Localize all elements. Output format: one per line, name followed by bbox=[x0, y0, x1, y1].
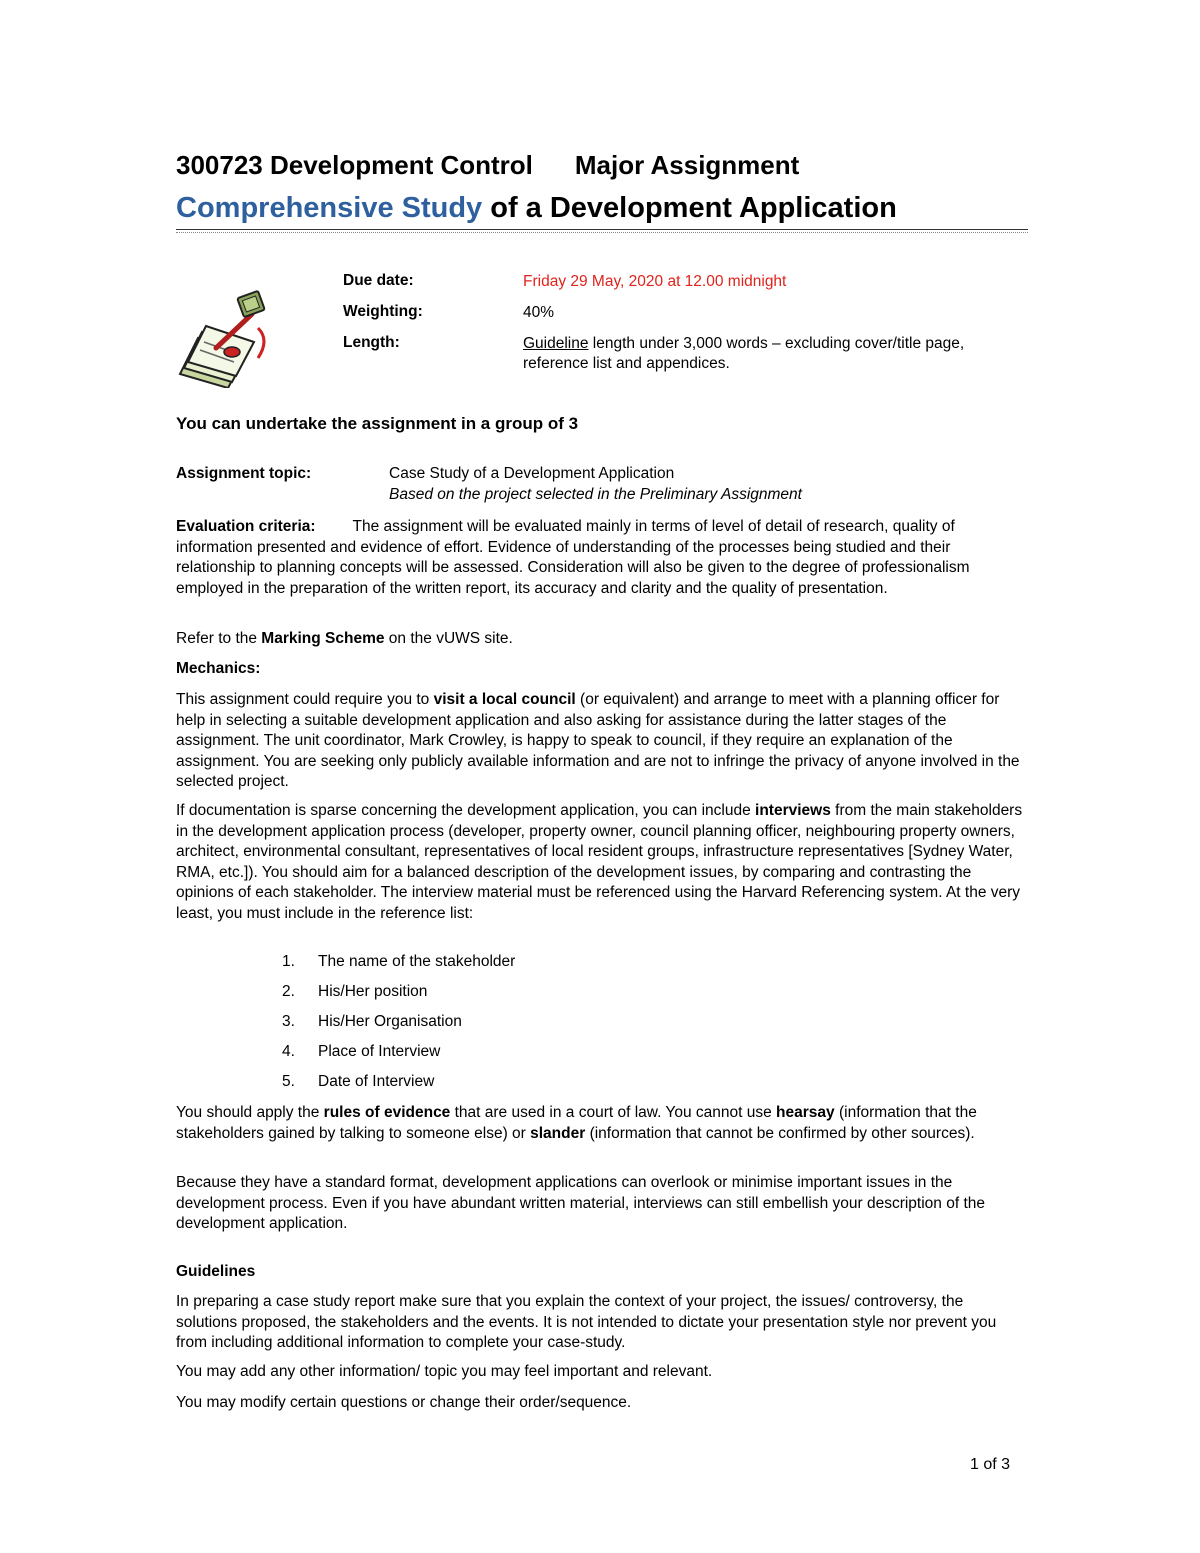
course-title: 300723 Development Control bbox=[176, 150, 533, 180]
evaluation-label: Evaluation criteria: bbox=[176, 518, 316, 535]
p2-post: from the main stakeholders in the development application process (developer, property owner, council planning officer, neighbouring property owners, architect, environmental consultant, representatives of local resident groups, infrastructure representatives [Sydney Water, RMA, etc.]). You should aim for a balanced description of the development issues, by comparing and contrasting the opinions of each stakeholder. The interview material must be referenced using the Harvard Referencing system. At the very least, you must include in the reference list: bbox=[176, 802, 1023, 922]
page-heading bbox=[176, 150, 799, 181]
refer-pre: Refer to the bbox=[176, 630, 262, 647]
p2-bold: interviews bbox=[755, 802, 831, 819]
weighting-value: 40% bbox=[523, 304, 555, 321]
p3-a: You should apply the bbox=[176, 1104, 324, 1121]
mechanics-heading: Mechanics: bbox=[176, 660, 261, 677]
list-item bbox=[282, 983, 427, 1001]
assignment-type: Major Assignment bbox=[574, 150, 800, 180]
guidelines-heading: Guidelines bbox=[176, 1263, 256, 1280]
guidelines-paragraph-1: In preparing a case study report make sure that you explain the context of your project, the issues/ controversy, the solutions proposed, the stakeholders and the events. It is not intended to dictate your presentation style nor prevent you from including additional information to complete your case-study. bbox=[176, 1293, 997, 1351]
mechanics-paragraph-2 bbox=[176, 801, 1026, 924]
marking-scheme: Marking Scheme bbox=[261, 630, 385, 647]
list-text: His/Her position bbox=[318, 983, 428, 1000]
list-text: Date of Interview bbox=[318, 1073, 435, 1090]
p3-c: that are used in a court of law. You cannot use bbox=[450, 1104, 777, 1121]
list-item bbox=[282, 953, 515, 971]
topic-value-block bbox=[389, 464, 1029, 505]
guidelines-paragraph-2: You may add any other information/ topic you may feel important and relevant. bbox=[176, 1363, 713, 1380]
list-number: 5. bbox=[282, 1073, 295, 1090]
p2-pre: If documentation is sparse concerning the development application, you can include bbox=[176, 802, 756, 819]
refer-post: on the vUWS site. bbox=[384, 630, 513, 647]
list-text: Place of Interview bbox=[318, 1043, 441, 1060]
topic-subvalue: Based on the project selected in the Preliminary Assignment bbox=[389, 485, 802, 503]
list-text: His/Her Organisation bbox=[318, 1013, 462, 1030]
mechanics-paragraph-4: Because they have a standard format, development applications can overlook or minimise important issues in the development process. Even if you have abundant written material, interviews can still embellish your description of the development application. bbox=[176, 1174, 985, 1232]
mechanics-paragraph-1 bbox=[176, 690, 1026, 793]
length-rest: length under 3,000 words – excluding cover/title page, reference list and appendices. bbox=[523, 335, 965, 372]
title-underline-dotted bbox=[176, 232, 1028, 233]
mechanics-paragraph-3 bbox=[176, 1103, 1026, 1144]
list-number: 1. bbox=[282, 953, 295, 970]
page-title bbox=[176, 192, 897, 225]
p3-g: (information that cannot be confirmed by other sources). bbox=[585, 1124, 975, 1142]
assignment-clipart-icon bbox=[176, 288, 272, 388]
p1-post: (or equivalent) and arrange to meet with a planning officer for help in selecting a suitable development application and also asking for assistance during the latter stages of the assignment. The unit coordinator, Mark Crowley, is happy to speak to council, if they require an explanation of the assignment. You are seeking only publicly available information and are not to infringe the privacy of anyone involved in the selected project. bbox=[176, 691, 1020, 790]
length-label: Length: bbox=[343, 334, 400, 351]
p1-pre: This assignment could require you to bbox=[176, 691, 434, 708]
list-number: 3. bbox=[282, 1013, 295, 1030]
topic-label: Assignment topic: bbox=[176, 465, 312, 482]
p3-d: hearsay bbox=[776, 1104, 835, 1121]
list-number: 2. bbox=[282, 983, 295, 1000]
length-guideline: Guideline bbox=[523, 335, 589, 352]
list-item bbox=[282, 1013, 462, 1031]
evaluation-text: The assignment will be evaluated mainly in terms of level of detail of research, quality of information presented and evidence of effort. Evidence of understanding of the processes being studied and their relationship to planning concepts will be assessed. Consideration will also be given to the degree of professionalism employed in the preparation of the written report, its accuracy and clarity and the quality of presentation. bbox=[176, 518, 970, 597]
topic-value: Case Study of a Development Application bbox=[389, 465, 675, 482]
list-item bbox=[282, 1043, 440, 1061]
evaluation-paragraph bbox=[176, 517, 1026, 599]
due-date-value: Friday 29 May, 2020 at 12.00 midnight bbox=[523, 273, 787, 290]
title-highlight: Comprehensive Study bbox=[176, 192, 483, 224]
p3-e: (information that the stakeholders gained by talking to someone else) or bbox=[176, 1104, 977, 1142]
list-number: 4. bbox=[282, 1043, 295, 1060]
p1-bold: visit a local council bbox=[433, 691, 576, 708]
length-value bbox=[523, 334, 1003, 374]
due-date-label: Due date: bbox=[343, 272, 414, 289]
weighting-label: Weighting: bbox=[343, 303, 423, 320]
p3-b: rules of evidence bbox=[323, 1104, 451, 1121]
page-number: 1 of 3 bbox=[970, 1456, 1011, 1473]
title-rest: of a Development Application bbox=[482, 192, 897, 224]
list-text: The name of the stakeholder bbox=[318, 953, 516, 970]
p3-f: slander bbox=[530, 1124, 586, 1142]
group-note: You can undertake the assignment in a group of 3 bbox=[176, 414, 579, 433]
refer-paragraph bbox=[176, 629, 1026, 650]
list-item bbox=[282, 1073, 434, 1091]
title-underline bbox=[176, 229, 1028, 230]
guidelines-paragraph-3: You may modify certain questions or change their order/sequence. bbox=[176, 1394, 632, 1411]
